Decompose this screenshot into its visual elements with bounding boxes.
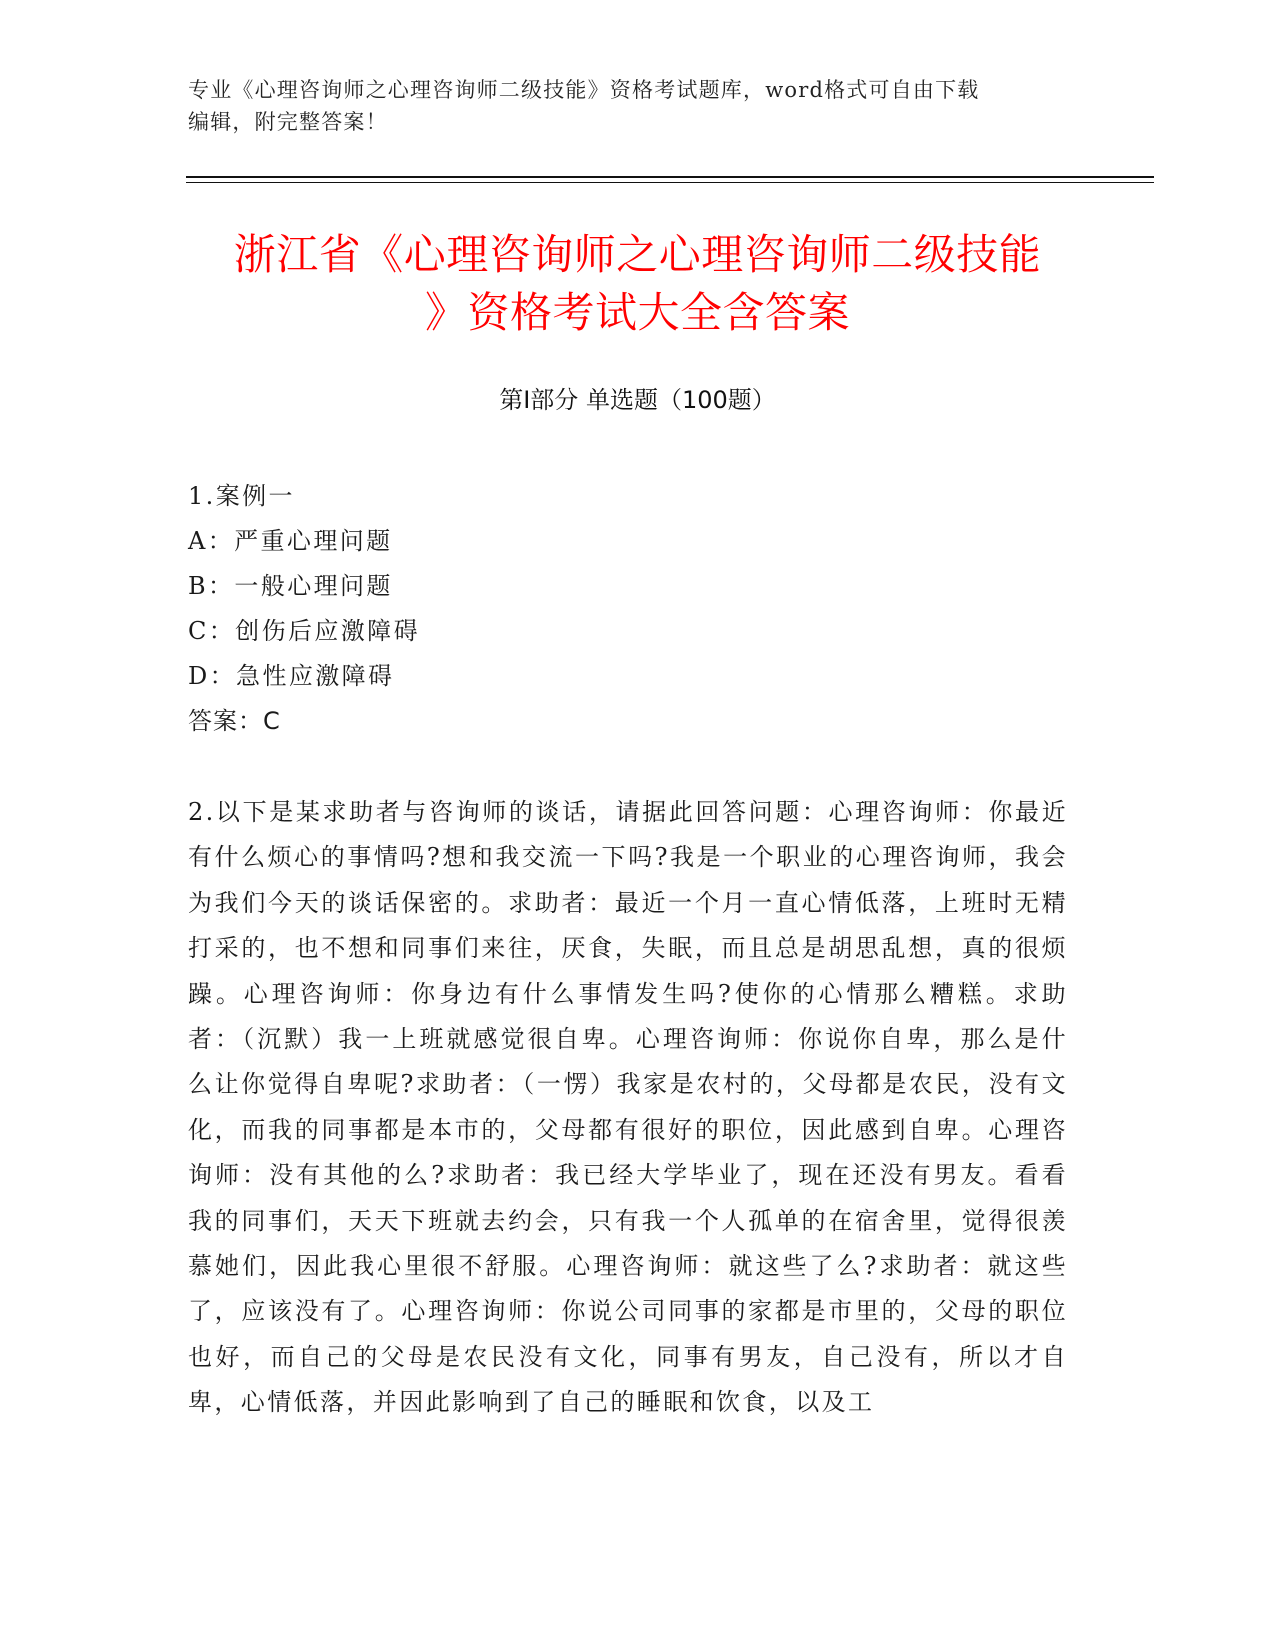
header-divider-thick — [186, 176, 1154, 178]
question-1-option-d: D：急性应激障碍 — [188, 662, 395, 690]
question-1-option-a: A：严重心理问题 — [188, 527, 393, 555]
question-1-option-b: B：一般心理问题 — [188, 572, 393, 600]
document-title-line-1: 浙江省《心理咨询师之心理咨询师二级技能 — [233, 230, 1042, 279]
header-note-line-2: 编辑，附完整答案！ — [188, 110, 388, 134]
question-1 — [188, 474, 1068, 744]
question-1-answer: 答案：C — [188, 707, 281, 735]
question-2-stem: 2.以下是某求助者与咨询师的谈话，请据此回答问题：心理咨询师：你最近有什么烦心的事情吗?想和我交流一下吗?我是一个职业的心理咨询师，我会为我们今天的谈话保密的。求助者：最近一个月一直心情低落，上班时无精打采的，也不想和同事们来往，厌食，失眠，而且总是胡思乱想，真的很烦躁。心理咨询师：你身边有什么事情发生吗?使你的心情那么糟糕。求助者：（沉默）我一上班就感觉很自卑。心理咨询师：你说你自卑，那么是什么让你觉得自卑呢?求助者：（一愣）我家是农村的，父母都是农民，没有文化，而我的同事都是本市的，父母都有很好的职位，因此感到自卑。心理咨询师：没有其他的么?求助者：我已经大学毕业了，现在还没有男友。看看我的同事们，天天下班就去约会，只有我一个人孤单的在宿舍里，觉得很羡慕她们，因此我心里很不舒服。心理咨询师：就这些了么?求助者：就这些了，应该没有了。心理咨询师：你说公司同事的家都是市里的，父母的职位也好，而自己的父母是农民没有文化，同事有男友，自己没有，所以才自卑，心情低落，并因此影响到了自己的睡眠和饮食，以及工 — [188, 798, 1068, 1417]
header-note — [188, 74, 1088, 138]
question-1-stem: 1.案例一 — [188, 482, 295, 510]
question-1-option-c: C：创伤后应激障碍 — [188, 617, 420, 645]
section-heading: 第Ⅰ部分 单选题（100题） — [499, 386, 776, 414]
question-2 — [188, 790, 1068, 1426]
header-note-line-1: 专业《心理咨询师之心理咨询师二级技能》资格考试题库，word格式可自由下载 — [188, 78, 980, 102]
document-title — [150, 226, 1125, 342]
header-divider-thin — [186, 182, 1154, 183]
document-title-line-2: 》资格考试大全含答案 — [424, 288, 850, 337]
